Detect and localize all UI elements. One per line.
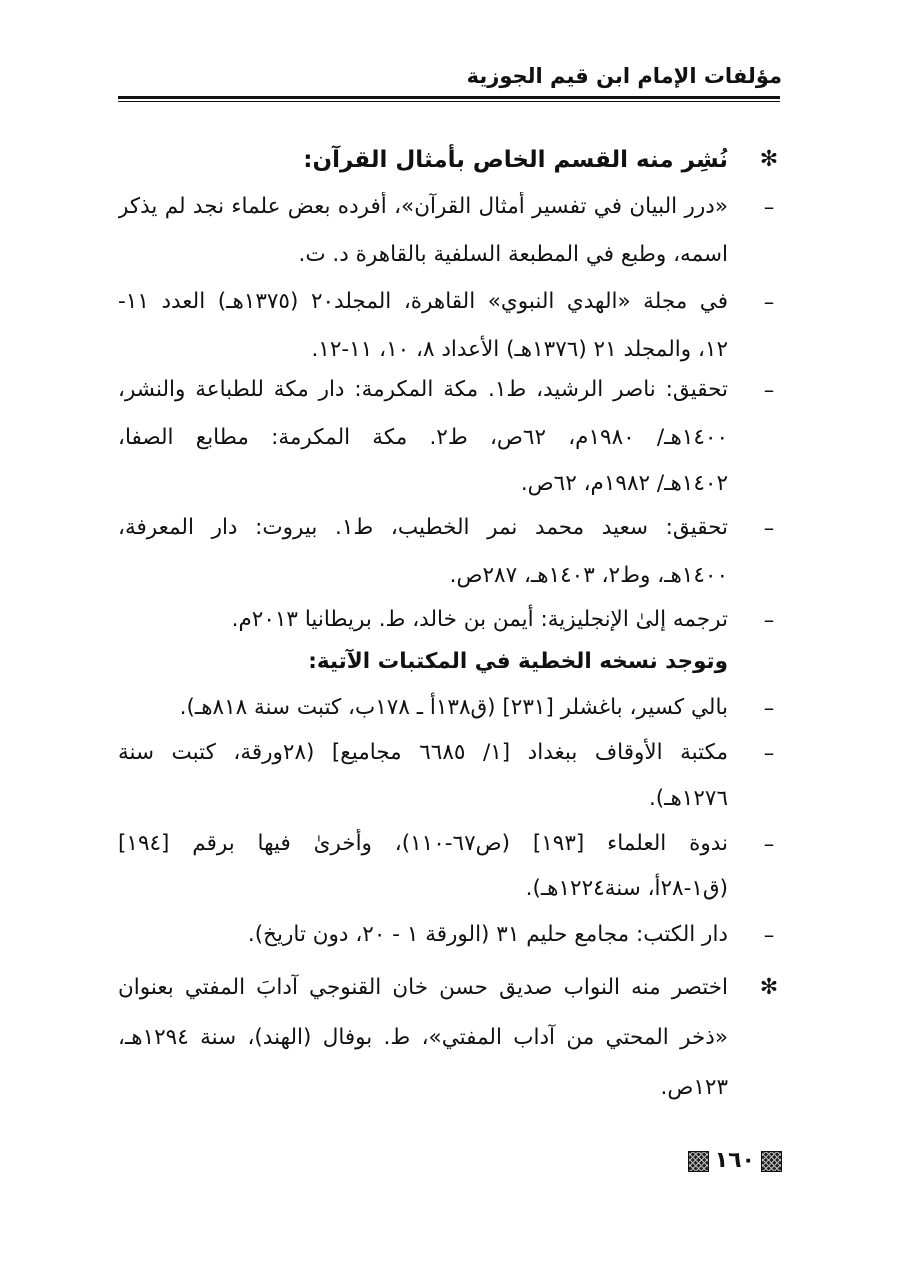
dash-bullet: – (763, 290, 775, 314)
item-4-line-2: ١٤٠٠هـ، وط٢، ١٤٠٣هـ، ٢٨٧ص. (449, 563, 728, 588)
item-5-line-1: ترجمه إلىٰ الإنجليزية: أيمن بن خالد، ط. بريطانيا ٢٠١٣م. (231, 607, 728, 632)
ornament-icon (688, 1151, 709, 1172)
manuscript-3-line-2: (ق١-٢٨أ، سنة١٢٢٤هـ). (525, 876, 728, 901)
published-heading: نُشِر منه القسم الخاص بأمثال القرآن: (303, 147, 728, 173)
abridgement-line-2: «ذخر المحتي من آداب المفتي»، ط. بوفال (الهند)، سنة ١٢٩٤هـ، (118, 1025, 728, 1050)
page-footer (688, 1146, 782, 1176)
abridgement-line-3: ١٢٣ص. (660, 1075, 728, 1100)
dash-bullet: – (763, 832, 775, 856)
manuscript-1-line-1: بالي كسير، باغشلر [٢٣١] (ق١٣٨أ ـ ١٧٨ب، كتبت سنة ٨١٨هـ). (179, 695, 728, 720)
header-rule-thin (118, 101, 780, 102)
ornament-icon (761, 1151, 782, 1172)
dash-bullet: – (763, 516, 775, 540)
header-rule-thick (118, 96, 780, 99)
dash-bullet: – (763, 195, 775, 219)
item-3-line-2: ١٤٠٠هـ/ ١٩٨٠م، ٦٢ص، ط٢. مكة المكرمة: مطابع الصفا، (118, 425, 728, 450)
item-1-line-1: «درر البيان في تفسير أمثال القرآن»، أفرده بعض علماء نجد لم يذكر (118, 194, 728, 219)
dash-bullet: – (763, 696, 775, 720)
dash-bullet: – (763, 378, 775, 402)
dash-bullet: – (763, 923, 775, 947)
manuscript-3-line-1: ندوة العلماء [١٩٣] (ص٦٧-١١٠)، وأخرىٰ فيها برقم [١٩٤] (118, 831, 728, 856)
abridgement-line-1: اختصر منه النواب صديق حسن خان القنوجي آدابَ المفتي بعنوان (118, 975, 728, 1000)
item-4-line-1: تحقيق: سعيد محمد نمر الخطيب، ط١. بيروت: دار المعرفة، (118, 515, 728, 540)
item-1-line-2: اسمه، وطبع في المطبعة السلفية بالقاهرة د. ت. (298, 242, 728, 267)
manuscript-2-line-1: مكتبة الأوقاف ببغداد [١/ ٦٦٨٥ مجاميع] (٢٨ورقة، كتبت سنة (118, 740, 728, 765)
manuscripts-heading: وتوجد نسخه الخطية في المكتبات الآتية: (308, 649, 728, 674)
star-bullet: ✻ (759, 147, 779, 172)
dash-bullet: – (763, 741, 775, 765)
page-number: ١٦٠ (714, 1148, 755, 1173)
item-2-line-2: ١٢، والمجلد ٢١ (١٣٧٦هـ) الأعداد ٨، ١٠، ١١-١٢. (311, 337, 728, 362)
star-bullet: ✻ (759, 975, 779, 1000)
dash-bullet: – (763, 608, 775, 632)
running-header: مؤلفات الإمام ابن قيم الجوزية (466, 64, 782, 88)
item-2-line-1: في مجلة «الهدي النبوي» القاهرة، المجلد٢٠ (١٣٧٥هـ) العدد ١١- (118, 289, 728, 314)
manuscript-4-line-1: دار الكتب: مجامع حليم ٣١ (الورقة ١ - ٢٠، دون تاريخ). (247, 922, 728, 947)
item-3-line-1: تحقيق: ناصر الرشيد، ط١. مكة المكرمة: دار مكة للطباعة والنشر، (118, 377, 728, 402)
manuscript-2-line-2: ١٢٧٦هـ). (648, 786, 728, 811)
item-3-line-3: ١٤٠٢هـ/ ١٩٨٢م، ٦٢ص. (520, 471, 728, 496)
